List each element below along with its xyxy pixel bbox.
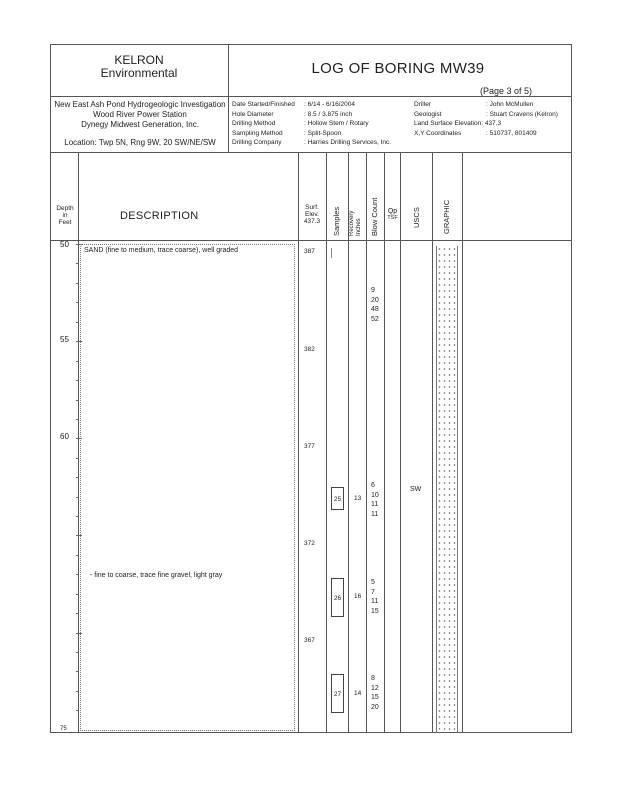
project-line1: New East Ash Pond Hydrogeologic Investigation <box>54 100 226 109</box>
drilling-label: Date Started/Finished <box>232 101 295 108</box>
depth-header-line: in <box>62 212 68 219</box>
recovery-header-line: Inches <box>356 218 362 236</box>
blow-count: 9 <box>371 287 375 294</box>
samples-col-divider <box>348 152 349 733</box>
project-line3: Dynegy Midwest Generation, Inc. <box>81 120 199 129</box>
recovery-value: 16 <box>354 593 362 600</box>
drilling-values <box>304 100 391 148</box>
depth-tick <box>76 419 79 420</box>
depth-tick <box>76 458 79 459</box>
company-line2: Environmental <box>100 66 178 80</box>
elev-col-divider <box>326 152 327 733</box>
uscs-header: USCS <box>412 207 421 228</box>
depth-tick <box>76 710 79 711</box>
depth-tick <box>76 574 79 575</box>
blow-count: 5 <box>371 579 375 586</box>
sample-marker <box>331 248 332 258</box>
elevation-label: 367 <box>304 637 315 644</box>
depth-tick <box>76 263 79 264</box>
depth-tick <box>76 400 79 401</box>
depth-tick <box>76 671 79 672</box>
elevation-label: 382 <box>304 346 315 353</box>
qp-header <box>385 208 400 222</box>
graphic-col-divider <box>462 152 463 733</box>
depth-tick <box>76 516 79 517</box>
blow-count-group <box>371 578 379 616</box>
uscs-col-divider <box>432 152 433 733</box>
blow-count: 6 <box>371 482 375 489</box>
blow-count: 8 <box>371 675 375 682</box>
page-number: (Page 3 of 5) <box>480 86 533 96</box>
blow-count: 15 <box>371 607 379 615</box>
depth-tick <box>76 361 79 362</box>
drilling-value: : Split-Spoon <box>304 129 342 137</box>
depth-tick <box>76 555 79 556</box>
depth-tick <box>76 497 79 498</box>
blow-count: 11 <box>371 510 379 518</box>
blow-count: 48 <box>371 306 379 313</box>
depth-tick <box>76 283 79 284</box>
depth-header-line: Feet <box>58 219 72 226</box>
drilling-value: : 6/14 - 6/16/2004 <box>304 101 355 108</box>
project-line2: Wood River Power Station <box>93 110 187 119</box>
column-header-divider <box>50 240 572 241</box>
depth-label: 75 <box>60 726 67 732</box>
personnel-label: Land Surface Elevation: 437.3 <box>414 120 502 127</box>
blow-count-group <box>371 481 379 519</box>
header-divider <box>50 96 572 97</box>
elevation-header-line: Elev. <box>305 211 319 218</box>
blow-count-group <box>371 286 379 324</box>
depth-tick <box>76 613 79 614</box>
description-header: DESCRIPTION <box>120 210 199 222</box>
depth-tick <box>76 652 79 653</box>
elevation-header <box>299 204 325 225</box>
drilling-labels <box>232 100 295 148</box>
page-title: LOG OF BORING MW39 <box>311 60 485 77</box>
qp-col-divider <box>400 152 401 733</box>
depth-tick <box>76 594 79 595</box>
recovery-col-divider <box>366 152 367 733</box>
blow-count: 11 <box>371 598 379 605</box>
location-text: Location: Twp 5N, Rng 9W, 20 SW/NE/SW <box>64 138 216 147</box>
sub-description: - fine to coarse, trace fine gravel, light gray <box>90 572 223 579</box>
depth-tick <box>76 477 79 478</box>
blow-count: 11 <box>371 501 379 508</box>
drilling-value: : 8.5 / 3.875 inch <box>304 110 353 118</box>
drilling-label: Sampling Method <box>232 129 283 137</box>
personnel-value: : Stuart Cravens (Kelron) <box>486 110 558 118</box>
recovery-value: 14 <box>354 690 362 697</box>
personnel-value: : 510737, 801409 <box>486 129 537 137</box>
depth-tick <box>76 302 79 303</box>
blow-count: 12 <box>371 684 379 692</box>
recovery-header <box>349 211 363 236</box>
project-info <box>52 100 228 130</box>
main-description: SAND (fine to medium, trace coarse), well graded <box>84 247 239 254</box>
depth-tick <box>76 380 79 381</box>
personnel-label: Geologist <box>414 110 442 118</box>
blow-count: 20 <box>371 296 379 304</box>
drilling-label: Hole Diameter <box>232 110 274 118</box>
blow-count: 52 <box>371 315 379 323</box>
sample-box: 27 <box>331 674 344 713</box>
recovery-header-line: Recovery <box>349 210 355 236</box>
personnel-value <box>486 119 558 129</box>
elevation-label: 387 <box>304 248 315 255</box>
blow-count: 10 <box>371 491 379 499</box>
sample-box: 26 <box>331 578 344 617</box>
uscs-classification: SW <box>410 486 422 493</box>
info-divider <box>50 152 572 153</box>
personnel-label: Driller <box>414 101 431 108</box>
elevation-label: 377 <box>304 443 315 450</box>
blow-count-header: Blow Count <box>370 197 379 236</box>
depth-header-line: Depth <box>56 205 74 212</box>
blow-count: 15 <box>371 694 379 701</box>
depth-label: 55 <box>60 335 69 344</box>
company-name <box>52 54 226 80</box>
depth-tick <box>76 322 79 323</box>
personnel-value: : John McMullen <box>486 101 534 108</box>
elevation-label: 372 <box>304 540 315 547</box>
qp-header-line: Qp <box>387 208 398 215</box>
depth-label: 50 <box>60 240 69 249</box>
elevation-header-line: 437.3 <box>303 218 321 225</box>
depth-label: 60 <box>60 432 69 441</box>
blow-col-divider <box>384 152 385 733</box>
company-line1: KELRON <box>114 53 164 67</box>
samples-header: Samples <box>332 206 341 236</box>
blow-count-group <box>371 674 379 712</box>
depth-header <box>54 205 76 226</box>
drilling-label: Drilling Method <box>232 120 276 127</box>
soil-graphic-pattern <box>436 246 458 733</box>
drilling-value: : Harries Drilling Services, Inc. <box>304 139 392 146</box>
sample-box: 25 <box>331 487 344 510</box>
blow-count: 7 <box>371 588 375 596</box>
desc-col-divider <box>298 152 299 733</box>
graphic-header: GRAPHIC <box>442 199 451 234</box>
drilling-label: Drilling Company <box>232 139 282 146</box>
blow-count: 20 <box>371 703 379 711</box>
description-layer-box <box>80 244 295 731</box>
personnel-values <box>486 100 558 138</box>
recovery-value: 13 <box>354 495 362 502</box>
depth-col-divider <box>78 152 79 733</box>
personnel-label: X,Y Coordinates <box>414 129 462 137</box>
depth-tick <box>76 691 79 692</box>
elevation-header-line: Surf. <box>305 204 319 211</box>
qp-header-line: TSF <box>387 215 398 221</box>
drilling-value: : Hollow Stem / Rotary <box>304 120 369 127</box>
